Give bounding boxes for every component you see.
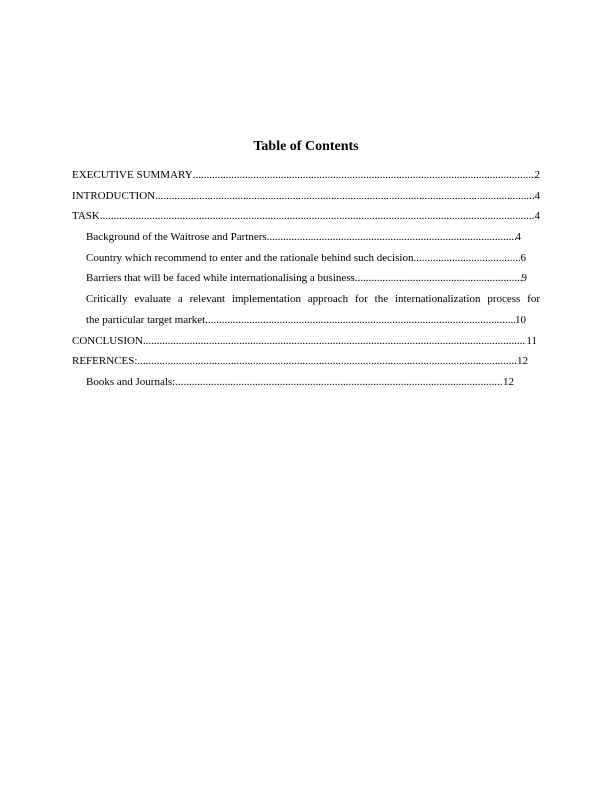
toc-leader-dots bbox=[155, 189, 534, 203]
toc-page-number: 12 bbox=[503, 375, 514, 388]
toc-entry-text: REFERNCES: bbox=[72, 355, 138, 368]
toc-page-number: 11 bbox=[526, 334, 537, 347]
toc-leader-dots bbox=[355, 271, 522, 285]
toc-entry-text: CONCLUSION bbox=[72, 334, 143, 347]
toc-page-number: 12 bbox=[517, 355, 528, 368]
toc-page-number: 2 bbox=[534, 169, 540, 181]
toc-entry-introduction[interactable] bbox=[72, 189, 540, 210]
toc-entry-text-line1: Critically evaluate a relevant implementation approach for the internationalization process for bbox=[86, 293, 540, 306]
toc-leader-dots bbox=[100, 209, 535, 223]
toc-page-number: 6 bbox=[520, 251, 526, 264]
toc-entry-text-line2: the particular target market bbox=[86, 313, 206, 326]
toc-leader-dots bbox=[205, 313, 515, 327]
toc-page-number: 4 bbox=[534, 210, 540, 223]
toc-entry-text: INTRODUCTION bbox=[72, 189, 156, 202]
toc-entry-country-recommendation[interactable] bbox=[86, 251, 526, 272]
toc-entry-references[interactable] bbox=[72, 354, 528, 375]
toc-entry-text: Books and Journals: bbox=[86, 375, 176, 388]
toc-page-number: 4 bbox=[534, 189, 540, 202]
toc-entry-barriers[interactable] bbox=[86, 271, 527, 292]
toc-entry-background[interactable] bbox=[86, 230, 521, 251]
toc-leader-dots bbox=[175, 375, 503, 389]
toc-entry-conclusion[interactable] bbox=[72, 334, 537, 355]
toc-entry-text: TASK bbox=[72, 210, 100, 223]
toc-leader-dots bbox=[267, 230, 516, 244]
toc-entry-task[interactable] bbox=[72, 209, 540, 230]
toc-entry-text: Country which recommend to enter and the rationale behind such decision bbox=[86, 251, 414, 264]
toc-page-number: 9 bbox=[521, 272, 527, 285]
toc-list bbox=[72, 168, 540, 396]
toc-page-number: 4 bbox=[515, 231, 521, 244]
toc-page-number: 10 bbox=[515, 313, 526, 326]
toc-leader-dots bbox=[193, 168, 535, 182]
toc-title: Table of Contents bbox=[253, 139, 359, 154]
toc-leader-dots bbox=[137, 354, 517, 368]
toc-entry-text: Background of the Waitrose and Partners bbox=[86, 231, 267, 244]
toc-entry-implementation-approach[interactable] bbox=[86, 292, 540, 333]
toc-entry-books-journals[interactable] bbox=[86, 375, 514, 396]
toc-entry-executive-summary[interactable] bbox=[72, 168, 540, 189]
toc-entry-text: EXECUTIVE SUMMARY bbox=[72, 169, 193, 181]
toc-entry-text: Barriers that will be faced while internationalising a business bbox=[86, 272, 355, 285]
toc-leader-dots bbox=[143, 334, 527, 348]
toc-leader-dots bbox=[413, 251, 520, 265]
